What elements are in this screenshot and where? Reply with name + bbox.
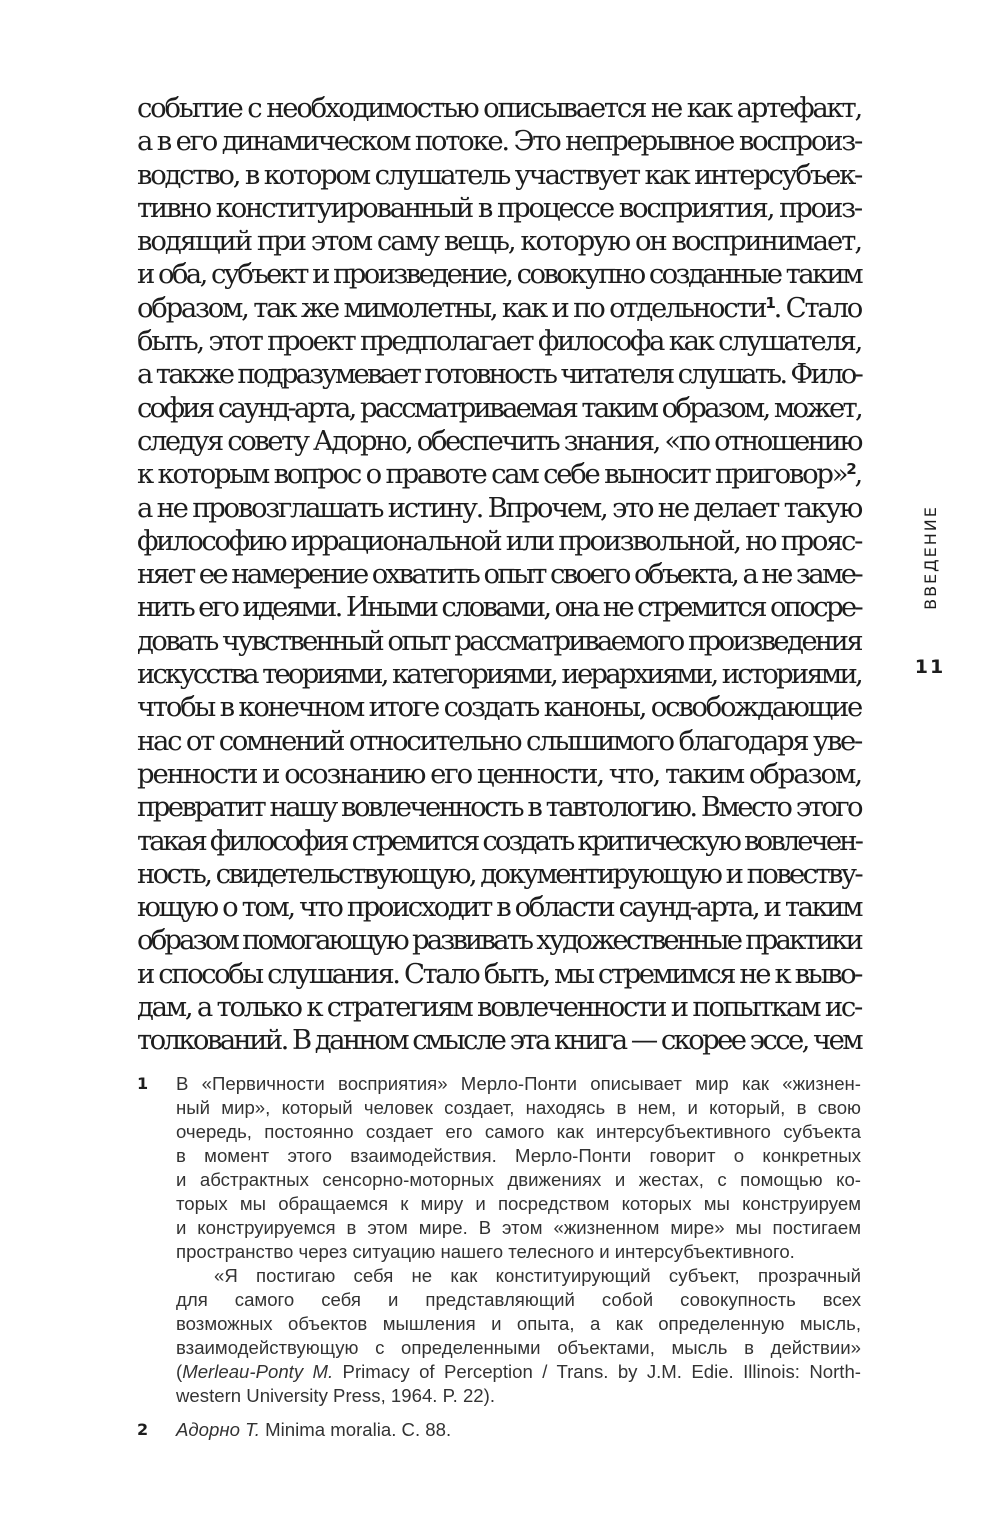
body-line: быть, этот проект предполагает философа как слушателя, [137,325,861,358]
body-line: дам, а только к стратегиям вовлеченности и попыткам ис- [137,991,861,1024]
footnote-line: (Merleau-Ponty M. Primacy of Perception / Trans. by J.M. Edie. Illinois: North- [176,1361,861,1382]
footnote-ref-1[interactable]: 1 [765,293,774,312]
body-line: ность, свидетельствующую, документирующую и повеству- [137,857,861,890]
footnote-body [176,1418,861,1442]
citation-author: Адорно Т. [176,1419,260,1440]
body-line: нас от сомнений относительно слышимого благодаря уве- [137,724,861,757]
body-line: толкований. В данном смысле эта книга — скорее эссе, чем [137,1024,861,1057]
footnote-line: ный мир», который человек создает, находясь в нем, и который, в свою [176,1097,861,1118]
body-line: следуя совету Адорно, обеспечить знания, «по отношению [137,424,861,457]
body-line: и оба, субъект и произведение, совокупно созданные таким [137,258,861,291]
footnote-line: western University Press, 1964. P. 22). [176,1385,495,1406]
body-line: чтобы в конечном итоге создать каноны, освобождающие [137,691,861,724]
footnote-line: в момент этого взаимодействия. Мерло-Понти говорит о конкретных [176,1145,861,1166]
body-line: водство, в котором слушатель участвует как интерсубъек- [137,158,861,191]
body-line: образом помогающую развивать художественные практики [137,924,861,957]
footnote-1 [137,1072,861,1408]
footnotes [137,1072,861,1442]
footnote-line: очередь, постоянно создает его самого как интерсубъективного субъекта [176,1121,861,1142]
body-line: нить его идеями. Иными словами, она не стремится опосре- [137,591,861,624]
running-head [910,495,950,620]
body-line: довать чувственный опыт рассматриваемого произведения [137,624,861,657]
body-line: такая философия стремится создать критическую вовлечен- [137,824,861,857]
footnote-line: торых мы обращаемся к миру и посредством которых мы конструируем [176,1193,861,1214]
page-number: 11 [914,656,946,678]
body-line: а в его динамическом потоке. Это непрерывное воспроиз- [137,125,861,158]
body-line: событие с необходимостью описывается не как артефакт, [137,92,861,124]
body-line: и способы слушания. Стало быть, мы стремимся не к выво- [137,957,861,990]
footnote-line: и конструируемся в этом мире. В этом «жизненном мире» мы постигаем [176,1217,861,1238]
body-line: к которым вопрос о правоте сам себе выносит приговор»$^2$, [137,458,861,491]
body-line: софия саунд-арта, рассматриваемая таким образом, может, [137,391,861,424]
body-line: философию иррациональной или произвольной, но прояс- [137,524,861,557]
body-line: превратит нашу вовлеченность в тавтологию. Вместо этого [137,791,861,824]
footnote-line: пространство через ситуацию нашего телесного и интерсубъективного. [176,1241,795,1262]
footnote-line: для самого себя и представляющий собой совокупность всех [176,1289,861,1310]
footnote-line: и абстрактных сенсорно-моторных движениях и жестах, с помощью ко- [176,1169,861,1190]
body-line: а также подразумевает готовность читателя слушать. Фило- [137,358,861,391]
body-line: образом, так же мимолетны, как и по отдельности$^1$. Стало [137,291,861,324]
body-line: няет ее намерение охватить опыт своего объекта, а не заме- [137,558,861,591]
body-line: тивно конституированный в процессе восприятия, произ- [137,191,861,224]
body-line: ренности и осознанию его ценности, что, таким образом, [137,757,861,790]
body-line: искусства теориями, категориями, иерархиями, историями, [137,658,861,691]
footnote-line: В «Первичности восприятия» Мерло-Понти описывает мир как «жизнен- [176,1073,861,1094]
footnote-ref-2[interactable]: 2 [846,460,855,479]
footnote-2 [137,1418,861,1442]
body-line: водящий при этом саму вещь, которую он воспринимает, [137,225,861,258]
footnote-mark: 2 [137,1420,149,1439]
body-line: а не провозглашать истину. Впрочем, это не делает такую [137,491,861,524]
footnote-line: возможных объектов мышления и опыта, а как определенную мысль, [176,1313,861,1334]
running-head-label: ВВЕДЕНИЕ [920,505,940,610]
body-line: ющую о том, что происходит в области саунд-арта, и таким [137,891,861,924]
body-text [137,92,861,1058]
footnote-body [176,1072,861,1408]
footnote-line: Адорно Т. Minima moralia. С. 88. [176,1419,452,1440]
footnote-line: взаимодействующую с определенными объектами, мысль в действии» [176,1337,861,1358]
footnote-mark: 1 [137,1074,149,1093]
citation-author: Merleau-Ponty M. [182,1361,334,1382]
footnote-line: «Я постигаю себя не как конституирующий субъект, прозрачный [214,1265,861,1286]
